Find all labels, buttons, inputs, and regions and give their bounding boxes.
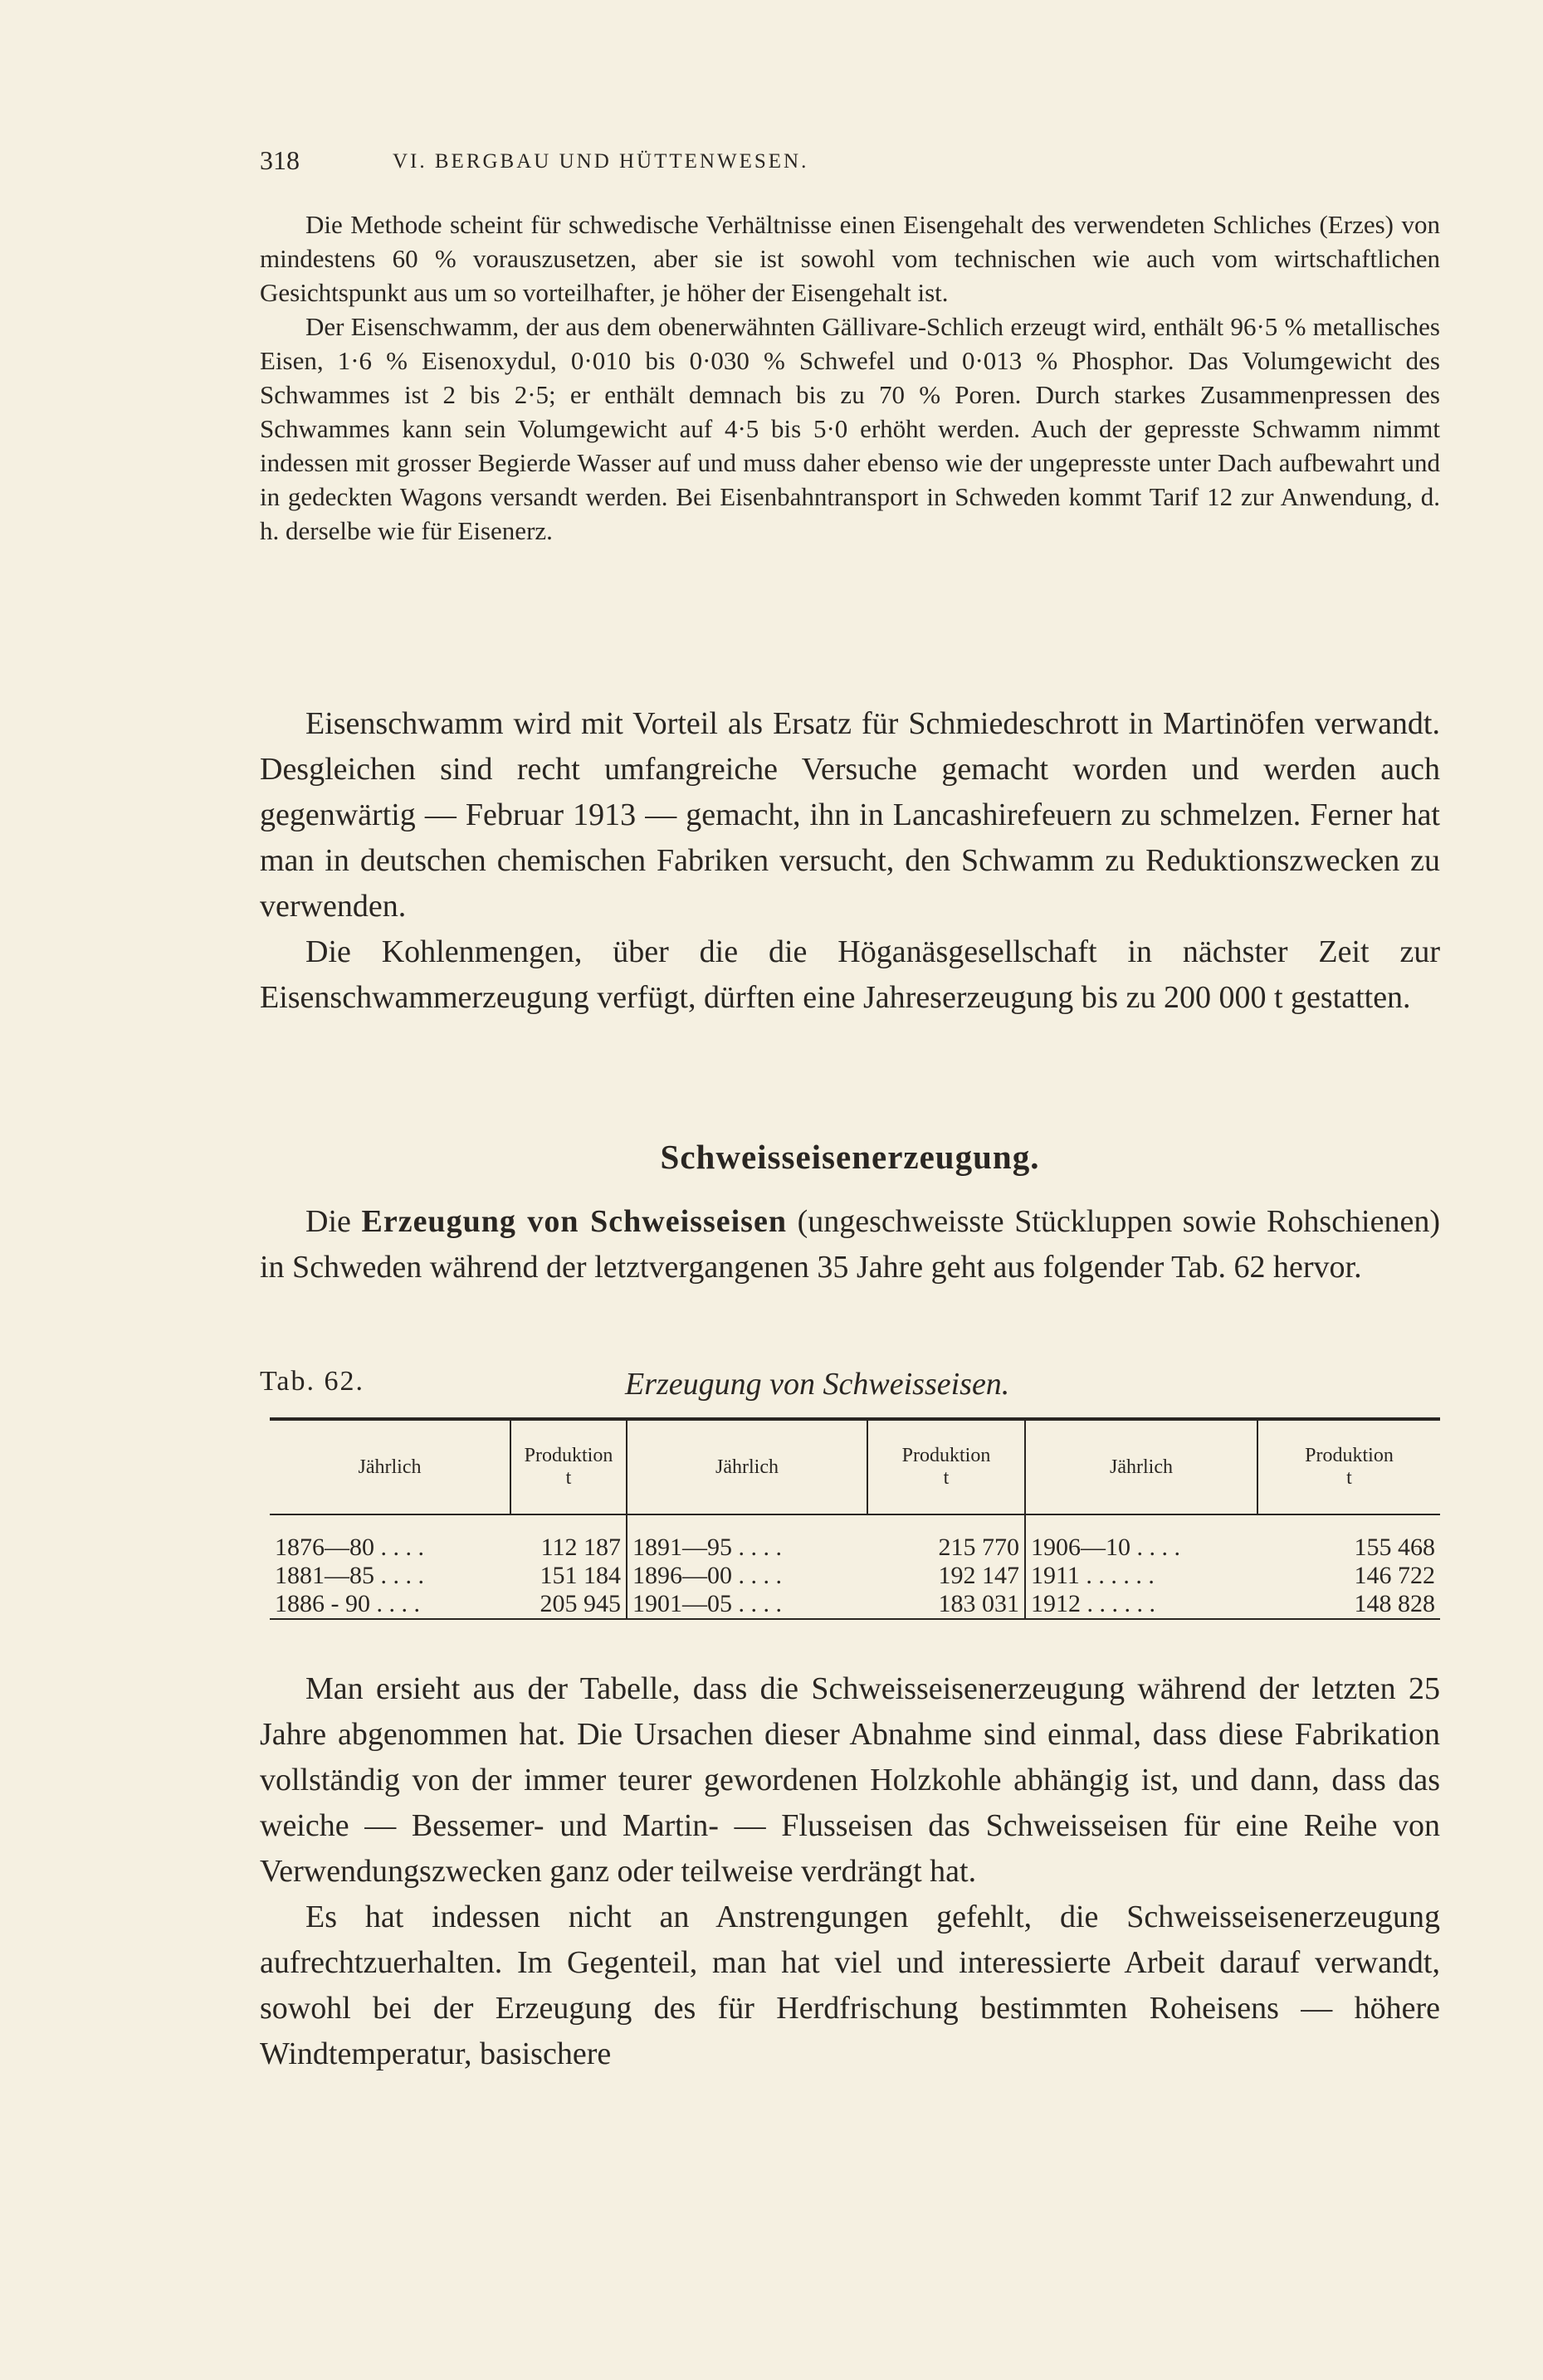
running-title: VI. BERGBAU UND HÜTTENWESEN. (393, 150, 809, 173)
period-cell: 1901—05 . . . . (627, 1590, 867, 1619)
production-cell: 112 187 (510, 1534, 627, 1562)
period-cell: 1911 . . . . . . (1031, 1562, 1155, 1589)
header-year-1: Jährlich (270, 1419, 510, 1514)
table-row (270, 1590, 1440, 1619)
paragraph-eisenschwamm-composition: Der Eisenschwamm, der aus dem obenerwähnten Gällivare-Schlich erzeugt wird, enthält 96·5 % metallisches Eisen, 1·6 % Eisenoxydul, 0·010 bis 0·030 % Schwefel und 0·013 % Phosphor. Das Volumgewicht des Schwammes ist 2 bis 2·5; er enthält demnach bis zu 70 % Poren. Durch starkes Zusammenpressen des Schwammes kann sein Volumgewicht auf 4·5 bis 5·0 erhöht werden. Auch der gepresste Schwamm nimmt indessen mit grosser Begierde Wasser auf und muss daher ebenso wie der ungepresste unter Dach aufbewahrt und in gedeckten Wagons versandt werden. Bei Eisenbahntransport in Schweden kommt Tarif 12 zur Anwendung, d. h. derselbe wie für Eisenerz. (260, 312, 1440, 545)
period-cell: 1886 - 90 . . . . (270, 1590, 510, 1619)
table-caption (260, 1366, 1440, 1407)
paragraph-production-intro (260, 1199, 1440, 1290)
paragraph-method: Die Methode scheint für schwedische Verhältnisse einen Eisengehalt des verwendeten Schliches (Erzes) von mindestens 60 % vorauszusetzen, aber sie ist sowohl vom technischen wie auch vom wirtschaftlichen Gesichtspunkt aus um so vorteilhafter, je höher der Eisengehalt ist. (260, 210, 1440, 307)
table-header-row (270, 1419, 1440, 1514)
production-cell: 151 184 (510, 1562, 627, 1590)
paragraph-uses: Eisenschwamm wird mit Vorteil als Ersatz für Schmiedeschrott in Martinöfen verwandt. Desgleichen sind recht umfangreiche Versuche gemacht worden und werden auch gegenwärtig — Februar 1913 — gemacht, ihn in Lancashirefeuern zu schmelzen. Ferner hat man in deutschen chemischen Fabriken versucht, den Schwamm zu Reduktionszwecken zu verwenden. (260, 706, 1440, 924)
production-cell: 205 945 (510, 1590, 627, 1619)
paragraph-efforts: Es hat indessen nicht an Anstrengungen gefehlt, die Schweisseisenerzeugung aufrechtzuerhalten. Im Gegenteil, man hat viel und interessierte Arbeit darauf verwandt, sowohl bei der Erzeugung des für Herdfrischung bestimmten Roheisens — höhere Windtemperatur, basischere (260, 1900, 1440, 2071)
production-table (270, 1417, 1440, 1620)
header-production-label: Produktion (1305, 1445, 1394, 1466)
intro-text: Die (305, 1204, 362, 1239)
paragraph-decline: Man ersieht aus der Tabelle, dass die Schweisseisenerzeugung während der letzten 25 Jahre abgenommen hat. Die Ursachen dieser Abnahme sind einmal, dass diese Fabrikation vollständig von der immer teurer gewordenen Holzkohle abhängig ist, und dann, dass das weiche — Bessemer- und Martin- — Flusseisen das Schweisseisen für eine Reihe von Verwendungszwecken ganz oder teilweise verdrängt hat. (260, 1671, 1440, 1889)
production-cell: 192 147 (867, 1562, 1025, 1590)
header-production-1 (510, 1419, 627, 1514)
main-text-block-3 (260, 1666, 1440, 2077)
page-number: 318 (260, 145, 300, 175)
period-cell: 1891—95 . . . . (632, 1534, 782, 1561)
header-unit-label: t (565, 1467, 572, 1489)
table-row (270, 1562, 1440, 1590)
period-cell: 1881—85 . . . . (275, 1562, 424, 1589)
production-cell: 148 828 (1257, 1590, 1440, 1619)
intro-text-cont: (ungeschweisste Stückluppen sowie Rohschienen) in Schweden während der letztvergangenen 35 Jahre geht aus folgender Tab. 62 hervor. (260, 1204, 1441, 1285)
table-label: Tab. 62. (260, 1366, 364, 1397)
table-spacer-row (270, 1514, 1440, 1534)
paragraph-coal-quantities: Die Kohlenmengen, über die die Höganäsgesellschaft in nächster Zeit zur Eisenschwammerzeugung verfügt, dürften eine Jahreserzeugung bis zu 200 000 t gestatten. (260, 934, 1440, 1015)
header-unit-label: t (943, 1467, 950, 1489)
production-cell: 146 722 (1354, 1562, 1435, 1589)
header-production-2 (867, 1419, 1025, 1514)
header-unit-label: t (1346, 1467, 1352, 1489)
main-text-block-1 (260, 701, 1440, 1021)
main-text-block-2 (260, 1199, 1440, 1290)
header-production-3 (1257, 1419, 1440, 1514)
production-cell: 155 468 (1354, 1534, 1435, 1561)
header-production-label: Produktion (901, 1445, 991, 1466)
table-row (270, 1534, 1440, 1562)
section-heading: Schweisseisenerzeugung. (660, 1138, 1040, 1176)
period-cell: 1906—10 . . . . (1031, 1534, 1180, 1561)
emphasized-term: Erzeugung von Schweisseisen (361, 1204, 787, 1239)
header-production-label: Produktion (524, 1445, 613, 1466)
production-cell: 183 031 (867, 1590, 1025, 1619)
period-cell: 1876—80 . . . . (275, 1534, 424, 1561)
table-title: Erzeugung von Schweisseisen. (625, 1367, 1010, 1402)
small-print-block (260, 207, 1440, 548)
period-cell: 1912 . . . . . . (1025, 1590, 1257, 1619)
page-header (260, 145, 1438, 187)
production-cell: 215 770 (867, 1534, 1025, 1562)
header-year-2: Jährlich (627, 1419, 867, 1514)
header-year-3: Jährlich (1025, 1419, 1257, 1514)
period-cell: 1896—00 . . . . (632, 1562, 782, 1589)
